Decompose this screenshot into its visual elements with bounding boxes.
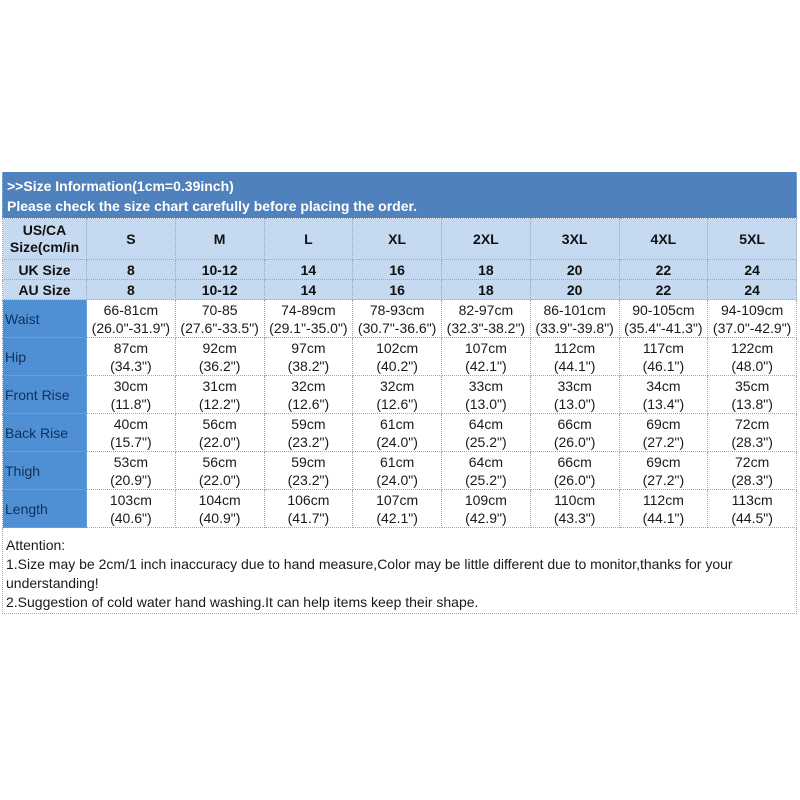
header-row bbox=[3, 280, 797, 300]
header-cell: 18 bbox=[442, 280, 531, 300]
table-row bbox=[3, 490, 797, 528]
banner-subtitle: Please check the size chart carefully before placing the order. bbox=[7, 198, 418, 214]
header-cell: 20 bbox=[530, 280, 619, 300]
value-cm: 107cm bbox=[464, 339, 507, 356]
header-cell: 8 bbox=[87, 280, 176, 300]
header-row bbox=[3, 219, 797, 260]
value-cm: 112cm bbox=[554, 339, 596, 356]
value-cm: 94-109cm bbox=[720, 301, 784, 318]
value-inch: (40.6") bbox=[110, 509, 152, 526]
value-cm: 34cm bbox=[646, 377, 681, 394]
value-inch: (33.9"-39.8") bbox=[535, 319, 614, 336]
value-cm: 53cm bbox=[113, 453, 148, 470]
measurement-cell bbox=[530, 338, 619, 376]
measurement-cell bbox=[87, 300, 176, 338]
value-inch: (20.9") bbox=[110, 471, 152, 488]
value-cm: 56cm bbox=[202, 453, 237, 470]
header-cell: 2XL bbox=[442, 219, 531, 260]
measurement-cell bbox=[175, 338, 264, 376]
table-row bbox=[3, 376, 797, 414]
value-cm: 106cm bbox=[287, 491, 330, 508]
value-inch: (27.2") bbox=[642, 471, 685, 488]
value-inch: (23.2") bbox=[287, 471, 330, 488]
value-cm: 69cm bbox=[646, 453, 681, 470]
value-inch: (12.6") bbox=[287, 395, 330, 412]
value-cm: 66-81cm bbox=[103, 301, 159, 318]
measurement-cell bbox=[619, 338, 708, 376]
header-cell: 22 bbox=[619, 260, 708, 280]
table-row bbox=[3, 338, 797, 376]
value-inch: (46.1") bbox=[642, 357, 685, 374]
measurement-cell bbox=[708, 490, 797, 528]
value-inch: (32.3"-38.2") bbox=[446, 319, 526, 336]
size-info-banner bbox=[2, 172, 797, 218]
value-inch: (22.0") bbox=[198, 433, 241, 450]
value-cm: 72cm bbox=[735, 453, 770, 470]
header-row-label bbox=[3, 219, 87, 260]
value-cm: 32cm bbox=[380, 377, 415, 394]
value-inch: (27.2") bbox=[642, 433, 685, 450]
banner-title: >>Size Information(1cm=0.39inch) bbox=[7, 178, 234, 194]
measurement-label: Length bbox=[3, 490, 87, 528]
value-cm: 33cm bbox=[468, 377, 503, 394]
measurement-cell bbox=[264, 376, 353, 414]
value-cm: 40cm bbox=[113, 415, 148, 432]
measurement-cell bbox=[708, 376, 797, 414]
table-row bbox=[3, 414, 797, 452]
size-table bbox=[2, 218, 797, 528]
value-inch: (35.4"-41.3") bbox=[624, 319, 703, 336]
value-inch: (48.0") bbox=[731, 357, 773, 374]
value-cm: 117cm bbox=[642, 339, 684, 356]
measurement-cell bbox=[708, 338, 797, 376]
attention-title: Attention: bbox=[6, 537, 66, 553]
value-cm: 82-97cm bbox=[458, 301, 514, 318]
header-cell: 18 bbox=[442, 260, 531, 280]
value-cm: 70-85 bbox=[201, 301, 238, 318]
value-inch: (40.2") bbox=[376, 357, 418, 374]
header-cell: 24 bbox=[708, 280, 797, 300]
header-cell: 10-12 bbox=[175, 260, 264, 280]
value-inch: (36.2") bbox=[198, 357, 241, 374]
measurement-cell bbox=[442, 376, 531, 414]
value-cm: 103cm bbox=[109, 491, 152, 508]
table-row bbox=[3, 452, 797, 490]
value-cm: 64cm bbox=[468, 415, 503, 432]
measurement-cell bbox=[353, 414, 442, 452]
value-cm: 86-101cm bbox=[543, 301, 606, 318]
value-cm: 122cm bbox=[731, 339, 774, 356]
value-cm: 69cm bbox=[646, 415, 681, 432]
value-inch: (26.0"-31.9") bbox=[91, 319, 171, 336]
value-inch: (12.6") bbox=[376, 395, 418, 412]
measurement-cell bbox=[353, 376, 442, 414]
measurement-cell bbox=[442, 338, 531, 376]
value-inch: (28.3") bbox=[731, 433, 773, 450]
value-cm: 30cm bbox=[113, 377, 148, 394]
value-cm: 31cm bbox=[202, 377, 237, 394]
value-cm: 109cm bbox=[464, 491, 507, 508]
measurement-cell bbox=[619, 376, 708, 414]
header-cell: 22 bbox=[619, 280, 708, 300]
measurement-cell bbox=[87, 376, 176, 414]
measurement-cell bbox=[442, 300, 531, 338]
measurement-cell bbox=[530, 376, 619, 414]
header-cell: S bbox=[87, 219, 176, 260]
value-cm: 102cm bbox=[376, 339, 419, 356]
header-row bbox=[3, 260, 797, 280]
header-cell: 16 bbox=[353, 280, 442, 300]
value-inch: (24.0") bbox=[376, 471, 418, 488]
value-cm: 87cm bbox=[113, 339, 148, 356]
value-cm: 61cm bbox=[380, 453, 415, 470]
measurement-cell bbox=[353, 300, 442, 338]
measurement-cell bbox=[619, 452, 708, 490]
measurement-cell bbox=[530, 300, 619, 338]
value-inch: (13.4") bbox=[642, 395, 685, 412]
measurement-label: Back Rise bbox=[3, 414, 87, 452]
measurement-cell bbox=[708, 452, 797, 490]
value-cm: 66cm bbox=[557, 453, 592, 470]
header-cell: 20 bbox=[530, 260, 619, 280]
measurement-cell bbox=[175, 452, 264, 490]
header-cell: L bbox=[264, 219, 353, 260]
value-inch: (25.2") bbox=[465, 433, 507, 450]
value-cm: 66cm bbox=[557, 415, 592, 432]
value-inch: (26.0") bbox=[553, 433, 596, 450]
measurement-cell bbox=[87, 338, 176, 376]
header-cell: 10-12 bbox=[175, 280, 264, 300]
measurement-cell bbox=[87, 490, 176, 528]
attention-note-2: 2.Suggestion of cold water hand washing.It can help items keep their shape. bbox=[6, 594, 479, 610]
measurement-cell bbox=[530, 452, 619, 490]
value-cm: 74-89cm bbox=[281, 301, 336, 318]
measurement-cell bbox=[87, 452, 176, 490]
value-cm: 56cm bbox=[202, 415, 237, 432]
value-inch: (44.5") bbox=[731, 509, 773, 526]
measurement-cell bbox=[530, 414, 619, 452]
value-cm: 59cm bbox=[291, 415, 326, 432]
value-cm: 33cm bbox=[557, 377, 592, 394]
measurement-cell bbox=[619, 490, 708, 528]
measurement-cell bbox=[442, 414, 531, 452]
header-cell: 5XL bbox=[708, 219, 797, 260]
measurement-cell bbox=[264, 490, 353, 528]
value-cm: 78-93cm bbox=[369, 301, 425, 318]
value-inch: (13.0") bbox=[553, 395, 596, 412]
value-inch: (23.2") bbox=[287, 433, 330, 450]
value-cm: 61cm bbox=[380, 415, 415, 432]
measurement-cell bbox=[442, 452, 531, 490]
value-inch: (34.3") bbox=[110, 357, 152, 374]
measurement-cell bbox=[619, 414, 708, 452]
size-chart bbox=[2, 172, 797, 614]
measurement-cell bbox=[530, 490, 619, 528]
measurement-cell bbox=[264, 300, 353, 338]
measurement-label: Front Rise bbox=[3, 376, 87, 414]
value-cm: 112cm bbox=[642, 491, 684, 508]
header-cell: XL bbox=[353, 219, 442, 260]
value-inch: (43.3") bbox=[553, 509, 596, 526]
value-inch: (25.2") bbox=[465, 471, 507, 488]
value-inch: (27.6"-33.5") bbox=[180, 319, 259, 336]
value-cm: 90-105cm bbox=[632, 301, 695, 318]
measurement-cell bbox=[619, 300, 708, 338]
measurement-cell bbox=[87, 414, 176, 452]
value-cm: 64cm bbox=[468, 453, 503, 470]
header-label-line: Size(cm/in bbox=[9, 239, 80, 255]
measurement-cell bbox=[708, 300, 797, 338]
value-cm: 92cm bbox=[202, 339, 237, 356]
value-inch: (12.2") bbox=[198, 395, 241, 412]
header-cell: 3XL bbox=[530, 219, 619, 260]
value-inch: (26.0") bbox=[553, 471, 596, 488]
header-label-line: US/CA bbox=[22, 222, 67, 238]
value-cm: 107cm bbox=[376, 491, 419, 508]
header-cell: 8 bbox=[87, 260, 176, 280]
value-inch: (44.1") bbox=[642, 509, 685, 526]
value-inch: (30.7"-36.6") bbox=[357, 319, 437, 336]
attention-notes bbox=[2, 528, 797, 614]
measurement-cell bbox=[175, 414, 264, 452]
value-inch: (22.0") bbox=[198, 471, 241, 488]
value-cm: 97cm bbox=[291, 339, 326, 356]
value-inch: (13.8") bbox=[731, 395, 773, 412]
value-inch: (29.1"-35.0") bbox=[269, 319, 348, 336]
measurement-cell bbox=[175, 490, 264, 528]
measurement-cell bbox=[353, 490, 442, 528]
value-cm: 59cm bbox=[291, 453, 326, 470]
value-inch: (15.7") bbox=[110, 433, 152, 450]
header-row-label: AU Size bbox=[3, 280, 87, 300]
measurement-cell bbox=[442, 490, 531, 528]
header-row-label: UK Size bbox=[3, 260, 87, 280]
measurement-cell bbox=[708, 414, 797, 452]
header-cell: M bbox=[175, 219, 264, 260]
header-cell: 16 bbox=[353, 260, 442, 280]
value-inch: (42.1") bbox=[376, 509, 418, 526]
measurement-cell bbox=[264, 452, 353, 490]
value-inch: (41.7") bbox=[287, 509, 330, 526]
measurement-label: Thigh bbox=[3, 452, 87, 490]
value-inch: (42.9") bbox=[465, 509, 507, 526]
value-cm: 32cm bbox=[291, 377, 326, 394]
value-inch: (11.8") bbox=[110, 395, 152, 412]
value-inch: (42.1") bbox=[465, 357, 507, 374]
value-cm: 72cm bbox=[735, 415, 770, 432]
value-inch: (37.0"-42.9") bbox=[712, 319, 792, 336]
value-cm: 35cm bbox=[735, 377, 770, 394]
header-cell: 24 bbox=[708, 260, 797, 280]
header-cell: 14 bbox=[264, 260, 353, 280]
measurement-cell bbox=[175, 376, 264, 414]
value-inch: (38.2") bbox=[287, 357, 330, 374]
header-cell: 4XL bbox=[619, 219, 708, 260]
value-cm: 113cm bbox=[731, 491, 773, 508]
measurement-cell bbox=[175, 300, 264, 338]
attention-note-1: 1.Size may be 2cm/1 inch inaccuracy due to hand measure,Color may be little different due to monitor,thanks for your understanding! bbox=[6, 556, 733, 591]
measurement-cell bbox=[264, 338, 353, 376]
measurement-label: Waist bbox=[3, 300, 87, 338]
header-cell: 14 bbox=[264, 280, 353, 300]
value-cm: 104cm bbox=[198, 491, 241, 508]
value-inch: (40.9") bbox=[198, 509, 241, 526]
measurement-label: Hip bbox=[3, 338, 87, 376]
value-inch: (44.1") bbox=[553, 357, 596, 374]
measurement-cell bbox=[353, 452, 442, 490]
table-row bbox=[3, 300, 797, 338]
measurement-cell bbox=[264, 414, 353, 452]
measurement-cell bbox=[353, 338, 442, 376]
value-inch: (13.0") bbox=[465, 395, 507, 412]
value-inch: (28.3") bbox=[731, 471, 773, 488]
value-inch: (24.0") bbox=[376, 433, 418, 450]
value-cm: 110cm bbox=[554, 491, 596, 508]
